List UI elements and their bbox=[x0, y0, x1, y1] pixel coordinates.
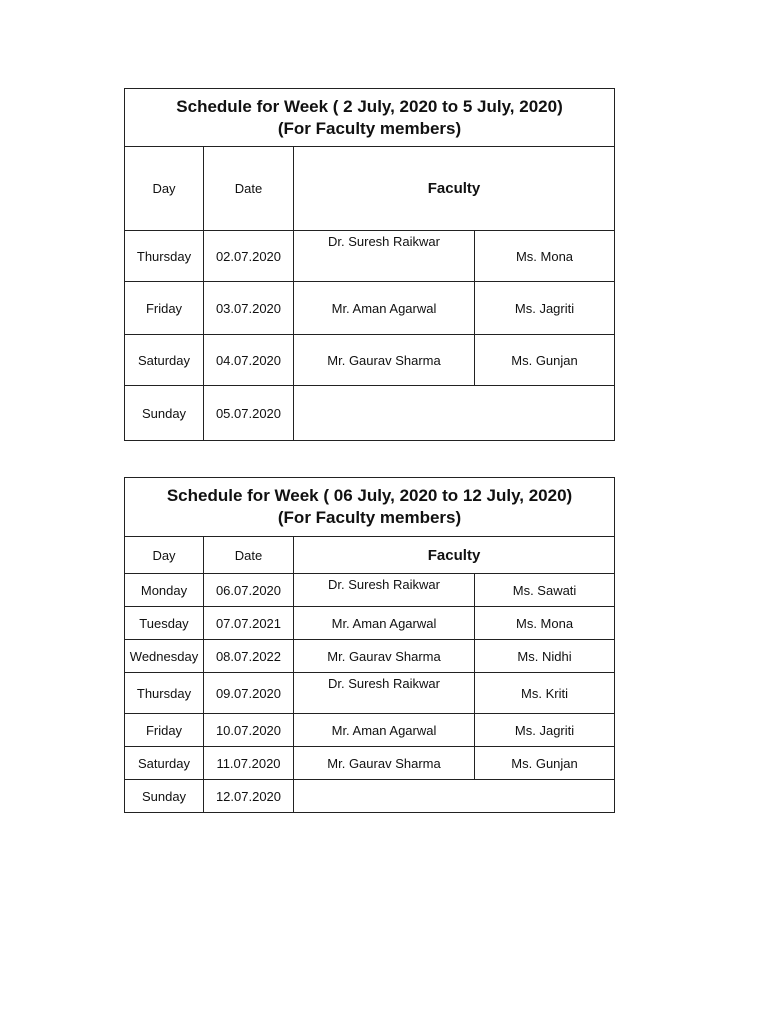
table-row bbox=[125, 640, 615, 673]
table-row bbox=[125, 780, 615, 813]
schedule-title-line2: (For Faculty members) bbox=[277, 508, 462, 527]
header-row bbox=[125, 537, 615, 574]
table-row bbox=[125, 335, 615, 386]
faculty-cell-empty bbox=[294, 780, 615, 813]
day-cell: Wednesday bbox=[125, 640, 204, 673]
date-cell: 12.07.2020 bbox=[204, 780, 294, 813]
day-cell: Friday bbox=[125, 282, 204, 335]
date-cell: 07.07.2021 bbox=[204, 607, 294, 640]
day-cell: Thursday bbox=[125, 673, 204, 714]
faculty-cell: Ms. Gunjan bbox=[475, 335, 615, 386]
schedule-table-week-2 bbox=[124, 477, 615, 813]
faculty-cell: Ms. Jagriti bbox=[475, 282, 615, 335]
header-date: Date bbox=[204, 537, 294, 574]
title-row bbox=[125, 89, 615, 147]
day-cell: Saturday bbox=[125, 335, 204, 386]
faculty-cell: Mr. Gaurav Sharma bbox=[294, 640, 475, 673]
date-cell: 08.07.2022 bbox=[204, 640, 294, 673]
table-row bbox=[125, 747, 615, 780]
day-cell: Saturday bbox=[125, 747, 204, 780]
table-row bbox=[125, 607, 615, 640]
faculty-cell: Dr. Suresh Raikwar bbox=[294, 574, 475, 607]
table-row bbox=[125, 231, 615, 282]
title-row bbox=[125, 478, 615, 537]
header-faculty: Faculty bbox=[294, 537, 615, 574]
faculty-cell: Ms. Sawati bbox=[475, 574, 615, 607]
day-cell: Tuesday bbox=[125, 607, 204, 640]
faculty-cell: Mr. Aman Agarwal bbox=[294, 607, 475, 640]
table-row bbox=[125, 282, 615, 335]
day-cell: Friday bbox=[125, 714, 204, 747]
faculty-cell: Dr. Suresh Raikwar bbox=[294, 231, 475, 282]
day-cell: Sunday bbox=[125, 780, 204, 813]
faculty-cell: Ms. Gunjan bbox=[475, 747, 615, 780]
table-row bbox=[125, 574, 615, 607]
date-cell: 05.07.2020 bbox=[204, 386, 294, 441]
date-cell: 11.07.2020 bbox=[204, 747, 294, 780]
faculty-cell: Ms. Mona bbox=[475, 231, 615, 282]
schedule-title bbox=[125, 478, 615, 537]
header-day: Day bbox=[125, 537, 204, 574]
schedule-title-line1: Schedule for Week ( 06 July, 2020 to 12 July, 2020) bbox=[166, 486, 573, 505]
schedule-table-week-1 bbox=[124, 88, 615, 441]
header-faculty: Faculty bbox=[294, 147, 615, 231]
schedule-title bbox=[125, 89, 615, 147]
day-cell: Sunday bbox=[125, 386, 204, 441]
date-cell: 06.07.2020 bbox=[204, 574, 294, 607]
date-cell: 09.07.2020 bbox=[204, 673, 294, 714]
faculty-cell-empty bbox=[294, 386, 615, 441]
schedule-title-line1: Schedule for Week ( 2 July, 2020 to 5 July, 2020) bbox=[176, 96, 563, 116]
faculty-cell: Mr. Aman Agarwal bbox=[294, 282, 475, 335]
faculty-cell: Mr. Aman Agarwal bbox=[294, 714, 475, 747]
date-cell: 03.07.2020 bbox=[204, 282, 294, 335]
header-date: Date bbox=[204, 147, 294, 231]
faculty-cell: Ms. Jagriti bbox=[475, 714, 615, 747]
day-cell: Thursday bbox=[125, 231, 204, 282]
faculty-cell: Ms. Mona bbox=[475, 607, 615, 640]
faculty-cell: Ms. Nidhi bbox=[475, 640, 615, 673]
table-row bbox=[125, 714, 615, 747]
schedule-title-line2: (For Faculty members) bbox=[277, 118, 462, 138]
date-cell: 10.07.2020 bbox=[204, 714, 294, 747]
header-row bbox=[125, 147, 615, 231]
date-cell: 02.07.2020 bbox=[204, 231, 294, 282]
faculty-cell: Ms. Kriti bbox=[475, 673, 615, 714]
date-cell: 04.07.2020 bbox=[204, 335, 294, 386]
table-row bbox=[125, 386, 615, 441]
header-day: Day bbox=[125, 147, 204, 231]
table-row bbox=[125, 673, 615, 714]
faculty-cell: Mr. Gaurav Sharma bbox=[294, 335, 475, 386]
faculty-cell: Dr. Suresh Raikwar bbox=[294, 673, 475, 714]
faculty-cell: Mr. Gaurav Sharma bbox=[294, 747, 475, 780]
day-cell: Monday bbox=[125, 574, 204, 607]
